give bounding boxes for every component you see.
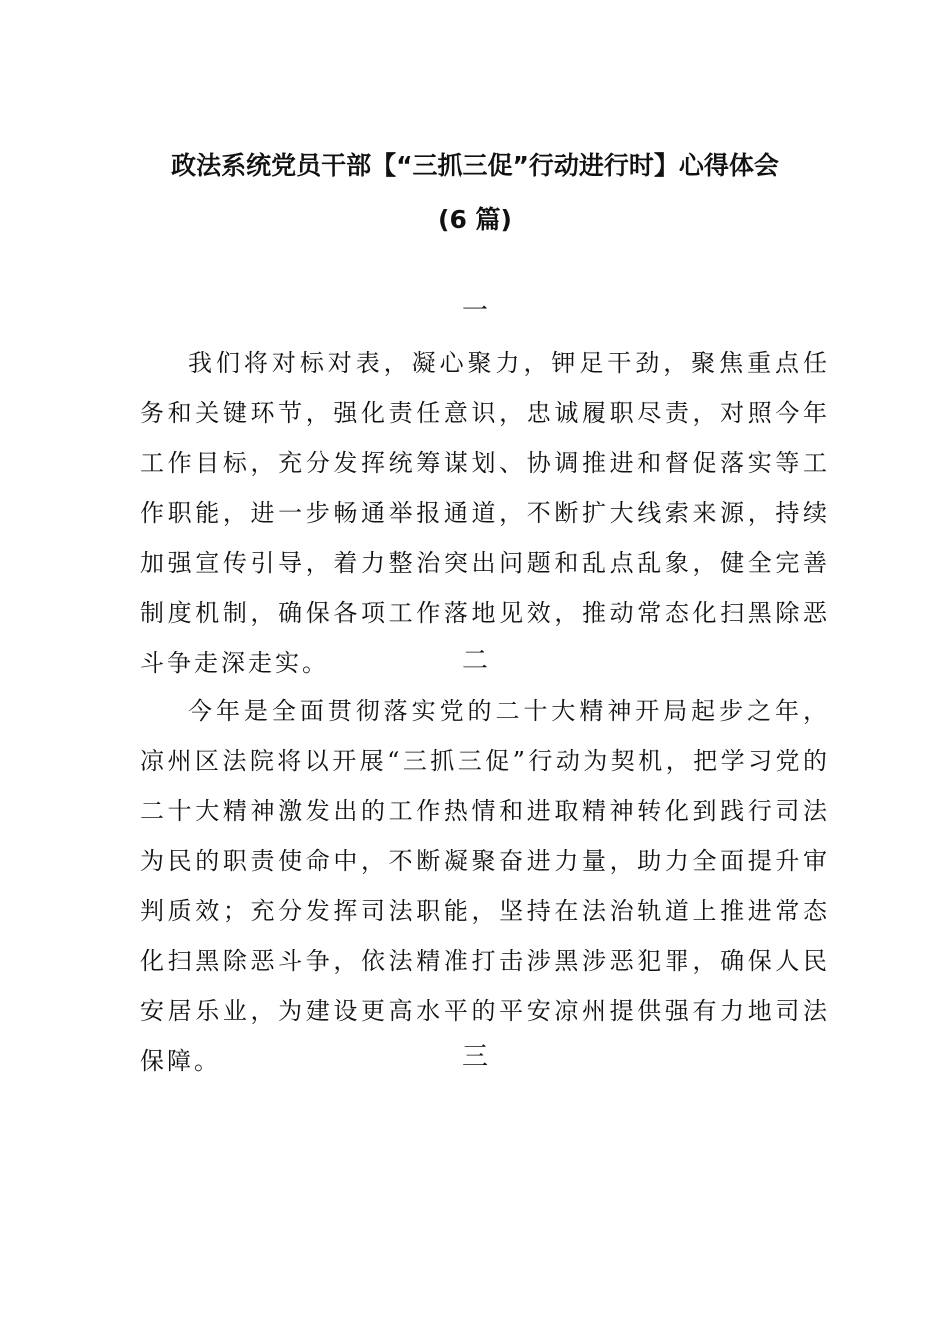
section-heading-3: 三 [461, 1042, 488, 1072]
section-paragraph-2: 今年是全面贯彻落实党的二十大精神开局起步之年，凉州区法院将以开展“三抓三促”行动为契机，把学习党的二十大精神激发出的工作热情和进取精神转化到践行司法为民的职责使命中，不断凝聚奋进力量，助力全面提升审判质效；充分发挥司法职能，坚持在法治轨道上推进常态化扫黑除恶斗争，依法精准打击涉黑涉恶犯罪，确保人民安居乐业，为建设更高水平的平安凉州提供强有力地司法保障。 [140, 697, 830, 1075]
section-heading-2: 二 [461, 646, 488, 676]
section-paragraph-1: 我们将对标对表，凝心聚力，钾足干劲，聚焦重点任务和关键环节，强化责任意识，忠诚履职尽责，对照今年工作目标，充分发挥统筹谋划、协调推进和督促落实等工作职能，进一步畅通举报通道，不断扩大线索来源，持续加强宣传引导，着力整治突出问题和乱点乱象，健全完善制度机制，确保各项工作落地见效，推动常态化扫黑除恶斗争走深走实。 [140, 349, 830, 677]
document-subtitle-count: (6 篇) [438, 205, 512, 234]
section-heading-1: 一 [461, 296, 488, 326]
document-title: 政法系统党员干部【“三抓三促”行动进行时】心得体会 [171, 151, 779, 180]
